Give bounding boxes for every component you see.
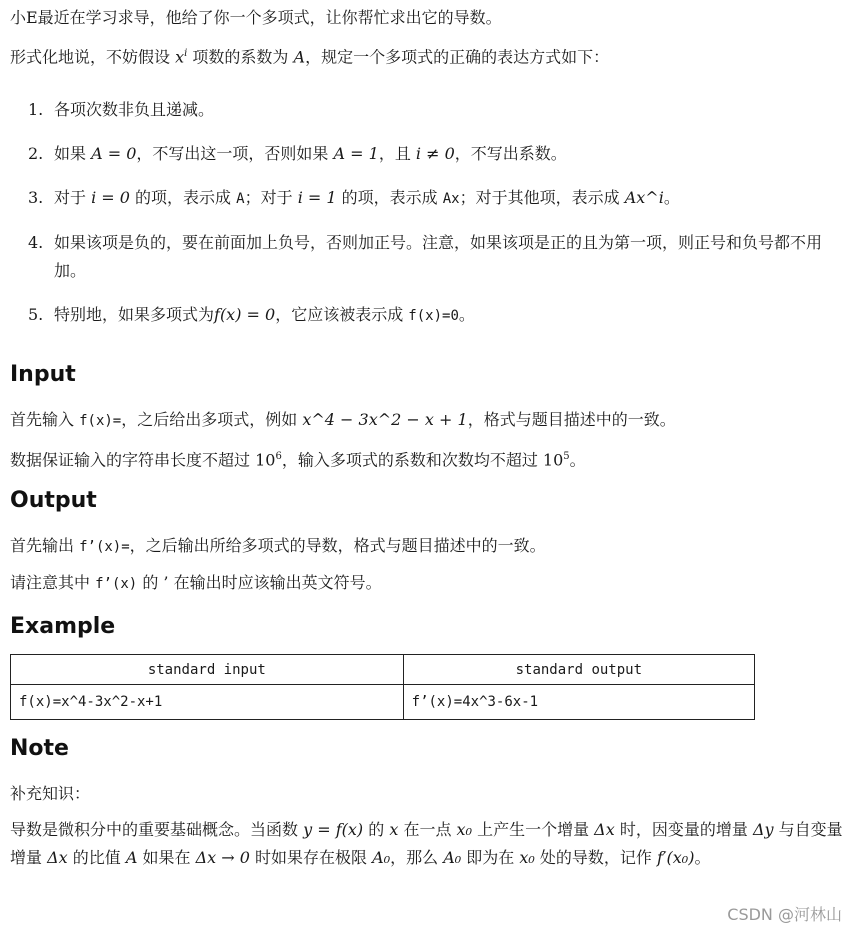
example-heading: Example: [10, 614, 116, 639]
example-input-cell: f(x)=x^4-3x^2-x+1: [11, 685, 404, 720]
column-header-output: standard output: [403, 655, 754, 685]
intro-line-1: 小E最近在学习求导，他给了你一个多项式，让你帮忙求出它的导数。: [10, 8, 502, 27]
rule-item-3: 3. 对于 i = 0 的项，表示成 A；对于 i = 1 的项，表示成 Ax；对于其他项，表示成 Ax^i。: [28, 188, 680, 207]
input-heading: Input: [10, 362, 76, 387]
example-table: [10, 654, 755, 720]
example-table-header: [11, 655, 755, 685]
output-heading: Output: [10, 488, 97, 513]
input-line-1: 首先输入 f(x)=，之后给出多项式，例如 x^4 − 3x^2 − x + 1，格式与题目描述中的一致。: [10, 410, 676, 429]
rule-item-1: 1. 各项次数非负且递减。: [28, 100, 215, 119]
output-line-2: 请注意其中 f’(x) 的 ’ 在输出时应该输出英文符号。: [10, 573, 382, 592]
rule-item-2: 2. 如果 A = 0，不写出这一项，否则如果 A = 1，且 i ≠ 0，不写出系数。: [28, 144, 567, 163]
table-row: [11, 685, 755, 720]
note-line-1: 补充知识：: [10, 784, 91, 803]
note-heading: Note: [10, 736, 69, 761]
column-header-input: standard input: [11, 655, 404, 685]
format-rules-list: [10, 96, 846, 346]
rule-item-4: 4. 如果该项是负的，要在前面加上负号，否则加正号。注意，如果该项是正的且为第一项，则正号和负号都不用加。: [28, 233, 823, 280]
input-line-2: 数据保证输入的字符串长度不超过 $10^6$，输入多项式的系数和次数均不超过 $10^5$。: [10, 450, 586, 470]
intro-line-2: 形式化地说，不妨假设 $x^i$ 项数的系数为 A，规定一个多项式的正确的表达方式如下：: [10, 47, 610, 67]
output-line-1: 首先输出 f’(x)=，之后输出所给多项式的导数，格式与题目描述中的一致。: [10, 536, 546, 555]
rule-item-5: 5. 特别地，如果多项式为f(x) = 0，它应该被表示成 f(x)=0。: [28, 305, 475, 324]
note-paragraph: 导数是微积分中的重要基础概念。当函数 y = f(x) 的 x 在一点 x₀ 上产生一个增量 Δx 时，因变量的增量 Δy 与自变量增量 Δx 的比值 A 如果在 Δx → 0 时如果存在极限 A₀，那么 A₀ 即为在 x₀ 处的导数，记作 f′(x₀)。: [10, 820, 843, 867]
watermark-text: CSDN @河林山: [727, 905, 842, 924]
example-output-cell: f’(x)=4x^3-6x-1: [403, 685, 754, 720]
